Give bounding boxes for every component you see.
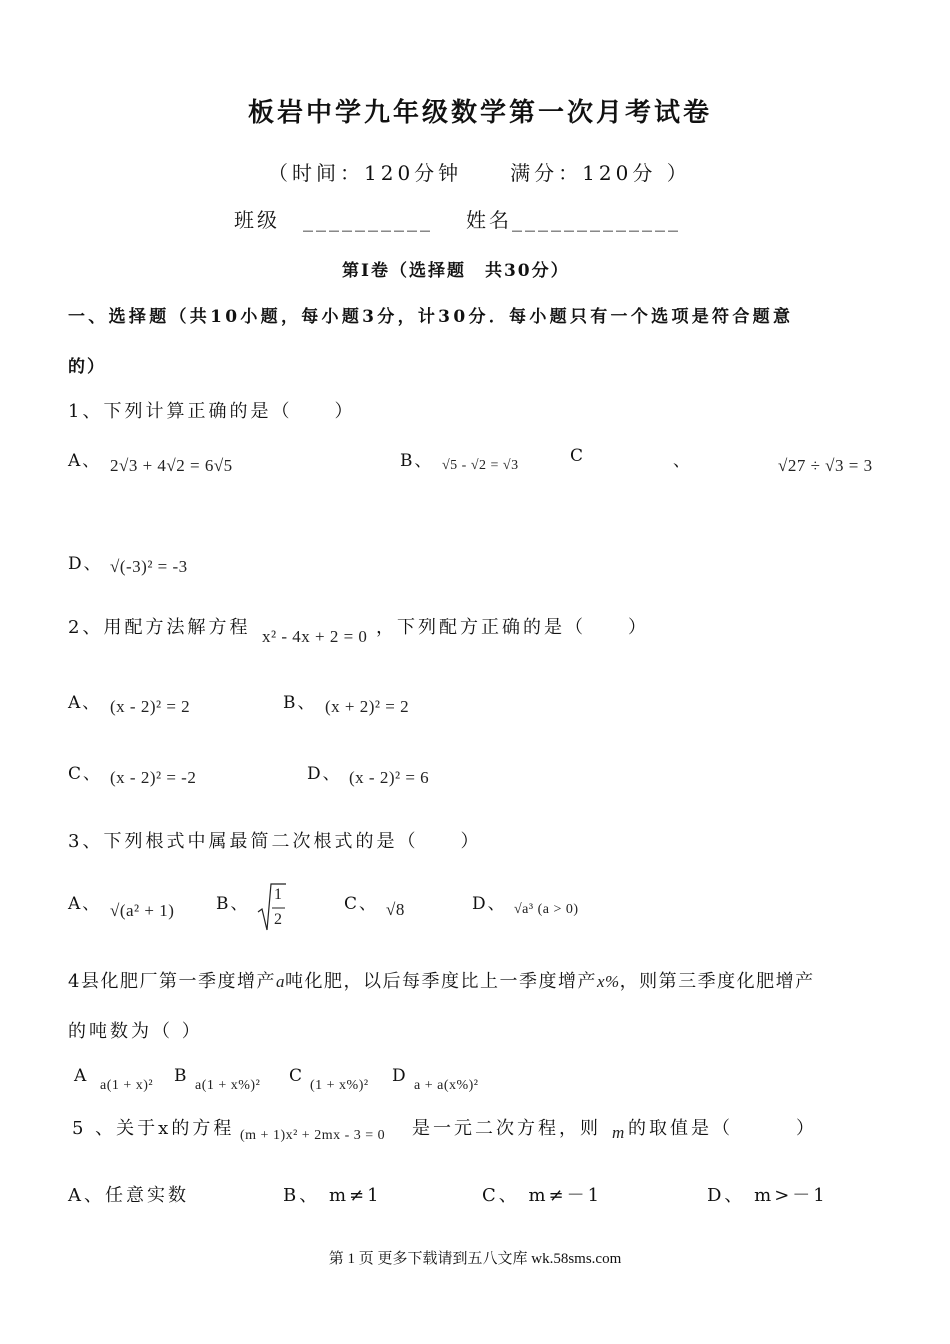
q1-option-d-label: D、 — [68, 554, 103, 574]
q4-stem-text-1: 4县化肥厂第一季度增产 — [68, 971, 276, 992]
q4-option-b-expr: a(1 + x%)² — [195, 1078, 261, 1093]
question-2-equation: x² - 4x + 2 = 0 — [262, 627, 368, 646]
q4-stem-text-3: ，则第三季度化肥增产 — [619, 971, 815, 992]
question-4-stem-cont: 的吨数为（ ） — [68, 1021, 203, 1042]
q5-option-c: C、 m≠－1 — [482, 1185, 603, 1206]
question-5-variable-m: m — [612, 1123, 625, 1142]
q3-b-numerator: 1 — [274, 886, 283, 903]
q3-option-a-label: A、 — [68, 894, 102, 914]
section-instruction-cont: 的） — [68, 357, 106, 377]
q2-option-a-expr: (x - 2)² = 2 — [110, 697, 191, 716]
q4-option-c-label: C — [289, 1066, 305, 1086]
q1-option-d-expr: √(-3)² = -3 — [110, 557, 188, 576]
section-title: 第Ⅰ卷（选择题 共30分） — [342, 261, 570, 281]
q3-option-d-expr: √a³ (a > 0) — [514, 902, 579, 917]
exam-time-line: （时间：120分钟 满分：120分 ） — [268, 161, 691, 185]
q1-option-a-expr: 2√3 + 4√2 = 6√5 — [110, 456, 233, 475]
page-footer: 第 1 页 更多下载请到五八文库 wk.58sms.com — [328, 1251, 622, 1267]
class-field-label: 班级 __________ — [234, 208, 433, 232]
q4-option-a-label: A — [74, 1066, 89, 1086]
q2-option-c-label: C、 — [68, 764, 103, 784]
q3-option-c-expr: √8 — [386, 900, 405, 919]
q3-option-b-label: B、 — [216, 894, 250, 914]
q2-option-a-label: A、 — [68, 693, 102, 713]
q4-option-b-label: B — [174, 1066, 189, 1086]
question-5-stem-end: 的取值是（ ） — [628, 1118, 817, 1139]
q3-option-d-label: D、 — [472, 894, 507, 914]
question-2-stem-end: ，下列配方正确的是（ ） — [376, 617, 649, 638]
q5-option-a: A、任意实数 — [68, 1185, 189, 1206]
q4-option-d-label: D — [392, 1066, 408, 1086]
section-instruction: 一、选择题（共10小题，每小题3分，计30分．每小题只有一个选项是符合题意 — [68, 307, 794, 327]
q2-option-b-label: B、 — [283, 693, 317, 713]
page-title: 板岩中学九年级数学第一次月考试卷 — [248, 98, 713, 128]
q2-option-c-expr: (x - 2)² = -2 — [110, 768, 197, 787]
q3-option-a-expr: √(a² + 1) — [110, 901, 175, 920]
q1-option-a-label: A、 — [68, 451, 102, 471]
q5-option-d: D、 m>－1 — [707, 1185, 828, 1206]
question-5-stem-mid: 是一元二次方程，则 — [412, 1118, 601, 1139]
radical-sign-icon — [257, 880, 287, 934]
q1-option-b-label: B、 — [400, 451, 434, 471]
q2-option-d-label: D、 — [307, 764, 342, 784]
question-2-stem-start: 2、用配方法解方程 — [68, 617, 251, 638]
q4-percent-x: x% — [596, 972, 620, 991]
q4-option-a-expr: a(1 + x)² — [100, 1078, 154, 1093]
q4-option-c-expr: (1 + x%)² — [310, 1078, 369, 1093]
q1-option-c-separator: 、 — [673, 451, 692, 471]
q4-variable-a: a — [275, 972, 285, 991]
q2-option-b-expr: (x + 2)² = 2 — [325, 697, 410, 716]
q3-option-c-label: C、 — [344, 894, 379, 914]
q1-option-c-label: C — [570, 446, 586, 466]
q2-option-d-expr: (x - 2)² = 6 — [349, 768, 430, 787]
q1-option-b-expr: √5 - √2 = √3 — [442, 458, 519, 473]
q4-option-d-expr: a + a(x%)² — [414, 1078, 479, 1093]
question-3-stem: 3、下列根式中属最简二次根式的是（ ） — [68, 831, 482, 852]
question-4-stem — [68, 967, 815, 993]
name-field-label: 姓名_____________ — [466, 208, 681, 232]
q3-option-b-expr — [257, 880, 287, 934]
question-5-equation: (m + 1)x² + 2mx - 3 = 0 — [240, 1128, 386, 1143]
q1-option-c-expr: √27 ÷ √3 = 3 — [778, 456, 873, 475]
q3-b-denominator: 2 — [274, 911, 283, 928]
q5-option-b: B、 m≠1 — [283, 1185, 382, 1206]
q4-stem-text-2: 吨化肥，以后每季度比上一季度增产 — [284, 971, 597, 992]
question-1-stem: 1、下列计算正确的是（ ） — [68, 401, 356, 422]
question-5-stem-start: 5 、关于x的方程 — [72, 1118, 235, 1139]
